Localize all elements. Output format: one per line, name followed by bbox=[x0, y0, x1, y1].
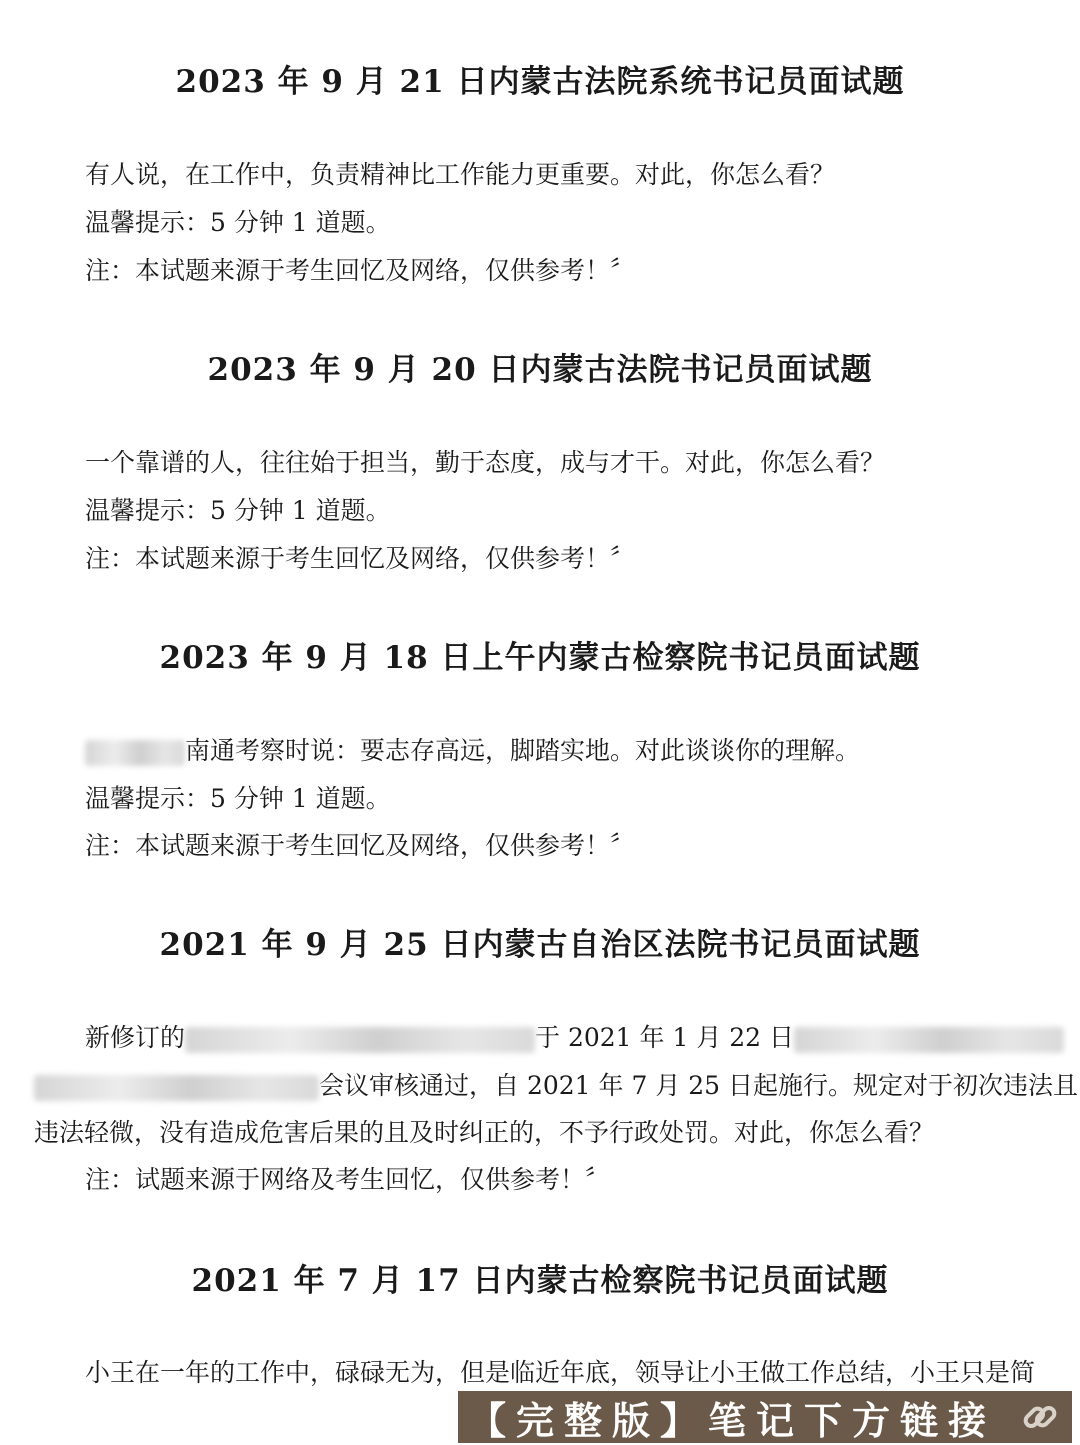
section-1-question: 有人说，在工作中，负责精神比工作能力更重要。对此，你怎么看？ bbox=[85, 160, 836, 189]
section-4-note: 注：试题来源于网络及考生回忆，仅供参考！〞 bbox=[85, 1165, 611, 1194]
section-1-title: 2023 年 9 月 21 日内蒙古法院系统书记员面试题 bbox=[175, 64, 905, 100]
redacted-text bbox=[794, 1027, 1064, 1053]
section-4-question-start: 新修订的 bbox=[85, 1023, 186, 1052]
section-4-title: 2021 年 9 月 25 日内蒙古自治区法院书记员面试题 bbox=[159, 927, 921, 963]
section-5-question: 小王在一年的工作中，碌碌无为，但是临近年底，领导让小王做工作总结，小王只是简 bbox=[85, 1358, 1036, 1387]
section-4-question-line-2 bbox=[34, 1066, 1079, 1102]
section-4-question-mid: 会议审核通过，自 2021 年 7 月 25 日起施行。规定对于初次违法且 bbox=[319, 1071, 1079, 1100]
section-3-tip: 温馨提示：5 分钟 1 道题。 bbox=[85, 784, 391, 813]
section-3-question-line bbox=[85, 731, 1050, 767]
section-4-question-line-3: 违法轻微，没有造成危害后果的且及时纠正的，不予行政处罚。对此，你怎么看？ bbox=[34, 1118, 935, 1147]
section-4-question-line-1 bbox=[85, 1018, 1050, 1054]
section-2-tip: 温馨提示：5 分钟 1 道题。 bbox=[85, 496, 391, 525]
full-version-banner[interactable] bbox=[458, 1391, 1072, 1443]
section-3-title: 2023 年 9 月 18 日上午内蒙古检察院书记员面试题 bbox=[159, 640, 921, 676]
section-1-note: 注：本试题来源于考生回忆及网络，仅供参考！〞 bbox=[85, 256, 636, 285]
redacted-text bbox=[185, 1027, 535, 1053]
section-3-question: 南通考察时说：要志存高远，脚踏实地。对此谈谈你的理解。 bbox=[185, 736, 861, 765]
section-2-title: 2023 年 9 月 20 日内蒙古法院书记员面试题 bbox=[207, 352, 873, 388]
section-5-title: 2021 年 7 月 17 日内蒙古检察院书记员面试题 bbox=[191, 1263, 889, 1299]
banner-text: 【完整版】笔记下方链接 bbox=[468, 1398, 997, 1443]
section-3-note: 注：本试题来源于考生回忆及网络，仅供参考！〞 bbox=[85, 831, 636, 860]
link-icon bbox=[1020, 1397, 1060, 1437]
section-2-note: 注：本试题来源于考生回忆及网络，仅供参考！〞 bbox=[85, 544, 636, 573]
section-1-tip: 温馨提示：5 分钟 1 道题。 bbox=[85, 208, 391, 237]
section-4-question-date: 于 2021 年 1 月 22 日 bbox=[535, 1023, 795, 1052]
section-2-question: 一个靠谱的人，往往始于担当，勤于态度，成与才干。对此，你怎么看？ bbox=[85, 448, 886, 477]
redacted-text bbox=[85, 740, 185, 766]
redacted-text bbox=[34, 1075, 319, 1101]
